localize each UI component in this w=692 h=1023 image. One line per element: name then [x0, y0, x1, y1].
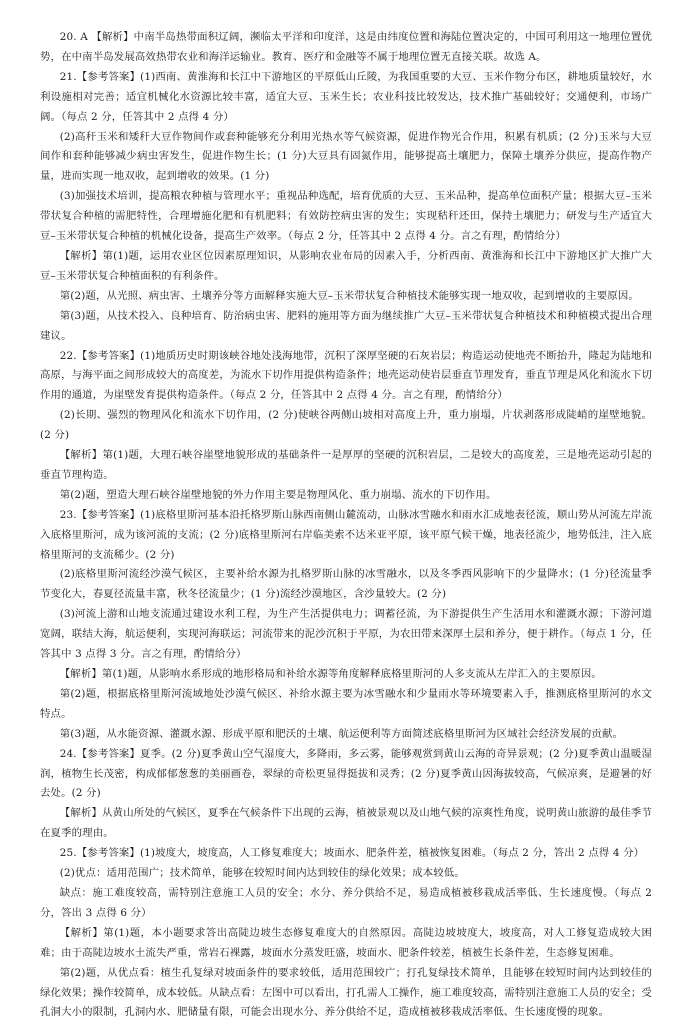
analysis-paragraph-q23-part1: 【解析】第(1)题，从影响水系形成的地形格局和补给水源等角度解释底格里斯河的人多支流从左岸汇入的主要原因。 [59, 668, 602, 680]
answer-paragraph-q20: 20. A 【解析】中南半岛热带面积辽阔，濒临太平洋和印度洋，这是由纬度位置和海陆位置决定的，中国可利用这一地理位置优势，在中南半岛发展高效热带农业和海洋运输业。教育、医疗和金融等不属于地理位置无直接关联。故选 A。 [40, 31, 652, 63]
analysis-paragraph-q23-part2: 第(2)题，根据底格里斯河流域地处沙漠气候区、补给水源主要为冰雪融水和少量雨水等环境要素入手，推测底格里斯河的水文特点。 [40, 687, 652, 720]
analysis-paragraph-q23-part3: 第(3)题，从水能资源、灌溉水源、形成平原和肥沃的土壤、航运便利等方面简述底格里斯河为区域社会经济发展的贡献。 [59, 727, 624, 740]
analysis-paragraph-q21-part1: 【解析】第(1)题，运用农业区位因素原理知识，从影响农业布局的因素入手，分析西南、黄淮海和长江中下游地区扩大推广大豆–玉米带状复合种植面积的有利条件。 [40, 249, 652, 282]
analysis-paragraph-q25-part2: 第(2)题，从优点看：植生孔复绿对坡面条件的要求较低，适用范围较广；打孔复绿技术简单，且能够在较短时间内达到较佳的绿化效果；操作较简单，成本较低。从缺点看：左图中可以看出，打孔需人工操作，施工难度较高，需特别注意施工人员的安全；受孔洞大小的限制，孔洞内水、肥储量有限，可能会出现水分、养分供给不足，造成植被移栽成活率低、生长速度慢的现象。 [40, 966, 652, 1019]
answer-paragraph-q25-part2: (2)优点：适用范围广；技术简单，能够在较短时间内达到较佳的绿化效果；成本较低。 [59, 867, 465, 880]
answer-paragraph-q23-part2: (2)底格里斯河流经沙漠气候区，主要补给水源为扎格罗斯山脉的冰雪融水，以及冬季西风影响下的少量降水；(1 分)径流量季节变化大，春夏径流量丰富，秋冬径流量少；(1 分)流经沙漠地区，含沙量较大。(2 分) [40, 568, 652, 601]
analysis-paragraph-q21-part2: 第(2)题，从光照、病虫害、土壤养分等方面解释实施大豆–玉米带状复合种植技术能够实现一地双收，起到增收的主要原因。 [59, 289, 639, 302]
analysis-paragraph-q21-part3: 第(3)题，从技术投入、良种培育、防治病虫害、肥料的施用等方面为继续推广大豆–玉米带状复合种植技术和种植模式提出合理建议。 [40, 309, 652, 342]
answer-paragraph-q23-part3: (3)河流上游和山地支流通过建设水利工程，为生产生活提供电力；调蓄径流，为下游提供生产生活用水和灌溉水源；下游河道宽阔，联结大海，航运便利，实现河海联运；河流带来的泥沙沉积于平原，为农田带来深厚土层和养分，便于耕作。（每点 1 分，任答其中 3 点得 3 分。言之有理，酌情给分） [40, 608, 652, 661]
answer-paragraph-q25-part3: 缺点：施工难度较高，需特别注意施工人员的安全；水分、养分供给不足，易造成植被移栽成活率低、生长速度慢。（每点 2 分，答出 3 点得 6 分） [40, 886, 652, 919]
answer-paragraph-q22-part2: (2)长期、强烈的物理风化和流水下切作用，(2 分)使峡谷两侧山坡相对高度上升，重力崩塌，片状剥落形成陡峭的崖壁地貌。(2 分) [40, 409, 652, 442]
answer-paragraph-q23-part1: 23.【参考答案】(1)底格里斯河基本沿托格罗斯山脉西南侧山麓流动，山脉冰雪融水和雨水汇成地表径流，顺山势从河流左岸流入底格里斯河，成为该河流的支流；(2 分)底格里斯河右岸临美索不达米亚平原，该平原气候干燥，地表径流少，地势低洼，注入底格里斯河的支流稀少。(2 分) [40, 508, 652, 561]
analysis-paragraph-q22-part2: 第(2)题，塑造大理石峡谷崖壁地貌的外力作用主要是物理风化、重力崩塌、流水的下切作用。 [59, 488, 497, 501]
answer-paragraph-q21-part1: 21.【参考答案】(1)西南、黄淮海和长江中下游地区的平原低山丘陵，为我国重要的大豆、玉米作物分布区，耕地质量较好，水利设施相对完善；适宜机械化水资源比较丰富，适宜大豆、玉米生长；农业科技比较发达，技术推广基础较好；交通便利，市场广阔。（每点 2 分，任答其中 2 点得 4 分） [40, 70, 652, 123]
answer-paragraph-q24: 24.【参考答案】夏季。(2 分)夏季黄山空气湿度大，多降雨，多云雾，能够观赏到黄山云海的奇异景观；(2 分)夏季黄山温暖湿润，植物生长茂密，构成郁郁葱葱的美丽画卷，翠绿的奇松更显得挺拔和灵秀；(2 分)夏季黄山因海拔较高，气候凉爽，是避暑的好去处。(2 分) [40, 747, 652, 800]
answer-paragraph-q25-part1: 25.【参考答案】(1)坡度大，坡度高，人工修复难度大；坡面水、肥条件差，植被恢复困难。（每点 2 分，答出 2 点得 4 分） [59, 847, 645, 860]
answer-paragraph-q22-part1: 22.【参考答案】(1)地质历史时期该峡谷地处浅海地带，沉积了深厚坚硬的石灰岩层；构造运动使地壳不断抬升，隆起为陆地和高原，与海平面之间形成较大的高度差，为流水下切作用提供构造条件；地壳运动使岩层垂直节理发育，垂直节理是风化和流水下切作用的通道，为崖壁发育提供构造条件。（每点 2 分，任答其中 2 点得 4 分。言之有理，酌情给分） [40, 349, 652, 402]
answer-paragraph-q21-part3: (3)加强技术培训，提高粮农种植与管理水平；重视品种选配，培育优质的大豆、玉米品种，提高单位面积产量；根据大豆–玉米带状复合种植的需肥特性，合理增施化肥和有机肥料；有效防控病虫害的发生；实现秸秆还田，保持土壤肥力；研发与生产适宜大豆–玉米带状复合种植的机械化设备，提高生产效率。（每点 2 分，任答其中 2 点得 4 分。言之有理，酌情给分） [40, 190, 652, 243]
analysis-paragraph-q22-part1: 【解析】第(1)题，大理石峡谷崖壁地貌形成的基础条件一是厚厚的坚硬的沉积岩层，二是较大的高度差，三是地壳运动引起的垂直节理构造。 [40, 449, 652, 481]
answer-paragraph-q21-part2: (2)高秆玉米和矮秆大豆作物间作或套种能够充分利用光热水等气候资源，促进作物光合作用，积累有机质；(2 分)玉米与大豆间作和套种能够减少病虫害发生，促进作物生长；(1 分)大豆具有固氮作用，能够提高土壤肥力，保障土壤养分供应，提高作物产量，进而实现一地双收，起到增收的效果。(1 分) [40, 130, 652, 183]
analysis-paragraph-q24: 【解析】从黄山所处的气候区，夏季在气候条件下出现的云海，植被景观以及山地气候的凉爽性角度，说明黄山旅游的最佳季节在夏季的理由。 [40, 807, 652, 840]
analysis-paragraph-q25-part1: 【解析】第(1)题，本小题要求答出高陡边坡生态修复难度大的自然原因。高陡边坡坡度大，坡度高，对人工修复造成较大困难；由于高陡边坡水土流失严重，常岩石裸露，坡面水分蒸发旺盛，坡面水、肥条件较差，植被生长条件差，生态修复困难。 [40, 926, 652, 959]
